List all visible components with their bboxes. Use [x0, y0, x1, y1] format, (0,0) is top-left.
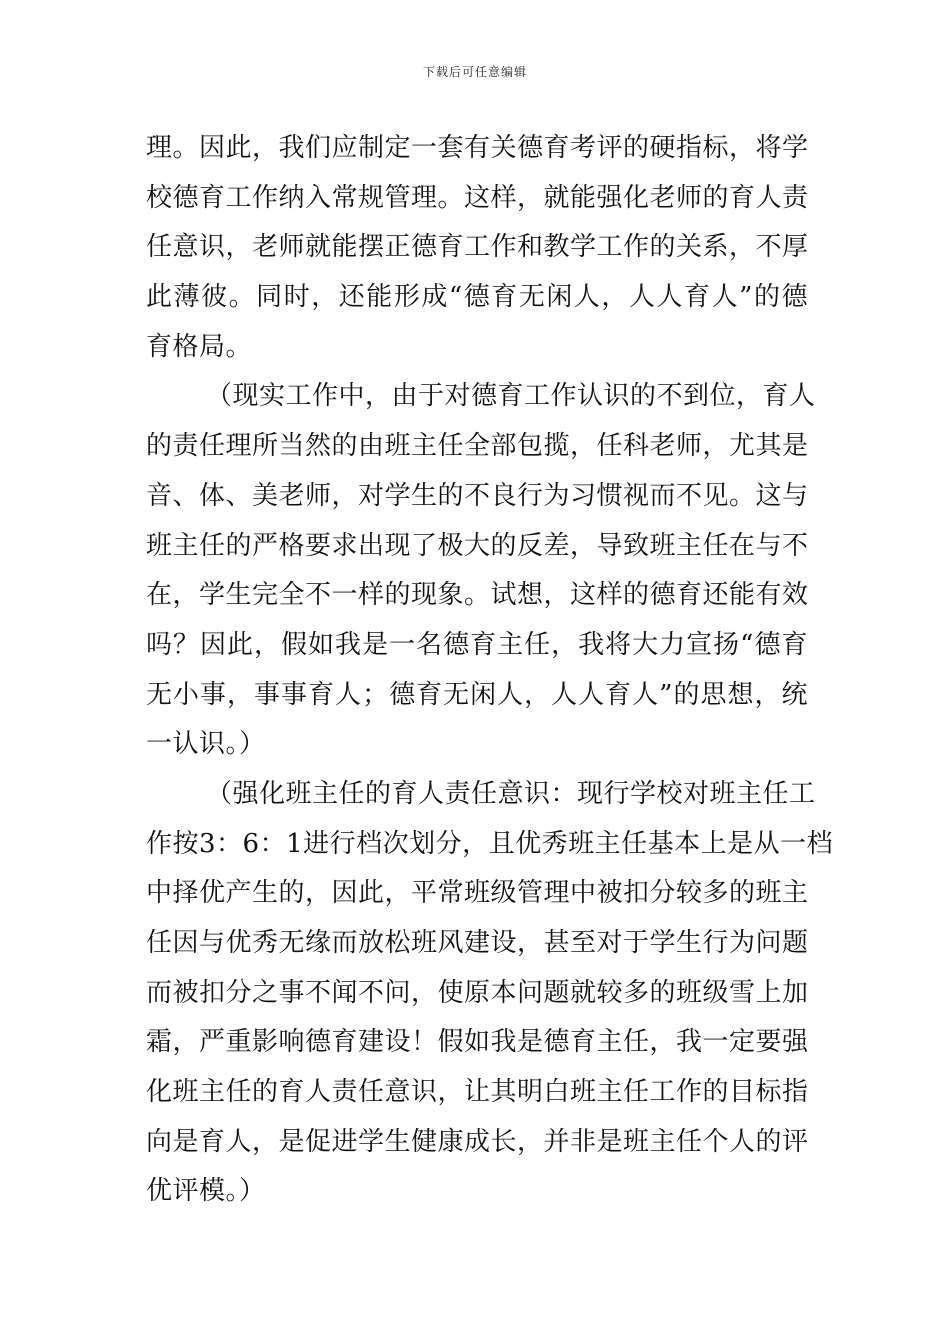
paragraph-2-line-5: 在，学生完全不一样的现象。试想，这样的德育还能有效 — [146, 580, 809, 611]
paragraph-2-line-3: 音、体、美老师，对学生的不良行为习惯视而不见。这与 — [146, 480, 809, 511]
paragraph-3-line-1: （强化班主任的育人责任意识：现行学校对班主任工 — [206, 778, 816, 809]
paragraph-3-line-3: 中择优产生的，因此，平常班级管理中被扣分较多的班主 — [146, 878, 809, 909]
paragraph-1-line-3: 任意识，老师就能摆正德育工作和教学工作的关系，不厚 — [146, 232, 809, 263]
paragraph-2-line-8: 一认识。） — [146, 729, 266, 760]
paragraph-3-line-5: 而被扣分之事不闻不问，使原本问题就较多的班级雪上加 — [146, 977, 809, 1008]
paragraph-1-line-1: 理。因此，我们应制定一套有关德育考评的硬指标，将学 — [146, 133, 809, 163]
paragraph-1-line-2: 校德育工作纳入常规管理。这样，就能强化老师的育人责 — [146, 182, 809, 213]
paragraph-3-line-7: 化班主任的育人责任意识，让其明白班主任工作的目标指 — [146, 1077, 809, 1108]
paragraph-3-line-8: 向是育人，是促进学生健康成长，并非是班主任个人的评 — [146, 1126, 809, 1157]
paragraph-1-line-4: 此薄彼。同时，还能形成“德育无闲人，人人育人”的德 — [146, 282, 808, 313]
page-header: 下载后可任意编辑 — [422, 65, 527, 79]
paragraph-3-line-4: 任因与优秀无缘而放松班风建设，甚至对于学生行为问题 — [146, 928, 809, 958]
body-text — [146, 124, 834, 1217]
paragraph-3-line-2: 作按3：6：1进行档次划分，且优秀班主任基本上是从一档 — [146, 828, 834, 859]
paragraph-3-line-9: 优评模。） — [146, 1176, 266, 1207]
paragraph-2-line-2: 的责任理所当然的由班主任全部包揽，任科老师，尤其是 — [146, 431, 809, 462]
paragraph-2-line-6: 吗？因此，假如我是一名德育主任，我将大力宣扬“德育 — [146, 629, 808, 660]
paragraph-2-line-1: （现实工作中，由于对德育工作认识的不到位，育人 — [206, 381, 816, 412]
paragraph-3-line-6: 霜，严重影响德育建设！假如我是德育主任，我一定要强 — [146, 1027, 809, 1058]
paragraph-1-line-5: 育格局。 — [146, 331, 253, 362]
paragraph-2-line-4: 班主任的严格要求出现了极大的反差，导致班主任在与不 — [146, 530, 809, 561]
paragraph-2-line-7: 无小事，事事育人；德育无闲人，人人育人”的思想，统 — [146, 679, 808, 710]
